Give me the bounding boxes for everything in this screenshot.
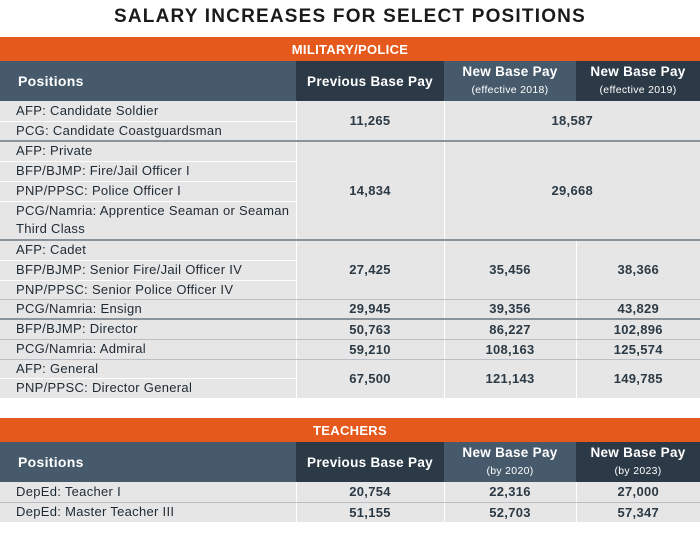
new-pay-merged-cell: 18,587 (444, 101, 700, 141)
new-pay-2019-cell: 102,896 (576, 319, 700, 339)
position-cell: PNP/PPSC: Police Officer I (0, 181, 296, 201)
header-new-base-pay-2019 (576, 61, 700, 101)
previous-pay-cell: 14,834 (296, 141, 444, 240)
position-cell: PCG/Namria: Ensign (0, 299, 296, 319)
position-cell: BFP/BJMP: Director (0, 319, 296, 339)
header-new-base-pay-2018 (444, 61, 576, 101)
previous-pay-cell: 29,945 (296, 299, 444, 319)
previous-pay-cell: 27,425 (296, 240, 444, 299)
position-cell: AFP: General (0, 359, 296, 378)
previous-pay-cell: 11,265 (296, 101, 444, 141)
header-new-label: New Base Pay (590, 445, 686, 460)
new-pay-2018-cell: 35,456 (444, 240, 576, 299)
new-pay-2018-cell: 86,227 (444, 319, 576, 339)
previous-pay-cell: 20,754 (296, 482, 444, 502)
position-cell: PCG/Namria: Apprentice Seaman or Seaman Third Class (0, 201, 296, 240)
position-cell: PNP/PPSC: Director General (0, 378, 296, 398)
position-cell: BFP/BJMP: Senior Fire/Jail Officer IV (0, 260, 296, 280)
position-cell: DepEd: Master Teacher III (0, 502, 296, 522)
previous-pay-cell: 50,763 (296, 319, 444, 339)
new-pay-2018-cell: 39,356 (444, 299, 576, 319)
header-new-label: New Base Pay (462, 445, 558, 460)
header-positions: Positions (0, 442, 296, 482)
position-cell: PCG: Candidate Coastguardsman (0, 121, 296, 141)
header-new-label: New Base Pay (462, 64, 558, 79)
header-previous-base-pay: Previous Base Pay (296, 61, 444, 101)
header-new-label: New Base Pay (590, 64, 686, 79)
position-cell: AFP: Cadet (0, 240, 296, 260)
position-cell: AFP: Candidate Soldier (0, 101, 296, 121)
position-cell: DepEd: Teacher I (0, 482, 296, 502)
new-pay-2019-cell: 125,574 (576, 339, 700, 359)
new-pay-2019-cell: 43,829 (576, 299, 700, 319)
page-title: SALARY INCREASES FOR SELECT POSITIONS (114, 6, 586, 27)
position-cell: BFP/BJMP: Fire/Jail Officer I (0, 161, 296, 181)
previous-pay-cell: 59,210 (296, 339, 444, 359)
section-title-teachers: TEACHERS (0, 418, 700, 442)
position-cell: AFP: Private (0, 141, 296, 161)
new-pay-2020-cell: 52,703 (444, 502, 576, 522)
military-police-table (0, 37, 700, 398)
new-pay-2023-cell: 27,000 (576, 482, 700, 502)
previous-pay-cell: 67,500 (296, 359, 444, 398)
new-pay-merged-cell: 29,668 (444, 141, 700, 240)
new-pay-2019-cell: 149,785 (576, 359, 700, 398)
new-pay-2020-cell: 22,316 (444, 482, 576, 502)
header-new-base-pay-2020 (444, 442, 576, 482)
header-sub-label: (by 2020) (486, 465, 534, 477)
new-pay-2018-cell: 121,143 (444, 359, 576, 398)
previous-pay-cell: 51,155 (296, 502, 444, 522)
header-sub-label: (effective 2019) (599, 84, 677, 96)
teachers-table (0, 418, 700, 522)
header-sub-label: (effective 2018) (471, 84, 549, 96)
position-cell: PCG/Namria: Admiral (0, 339, 296, 359)
new-pay-2023-cell: 57,347 (576, 502, 700, 522)
section-title-military: MILITARY/POLICE (0, 37, 700, 61)
header-positions: Positions (0, 61, 296, 101)
position-cell: PNP/PPSC: Senior Police Officer IV (0, 280, 296, 299)
new-pay-2019-cell: 38,366 (576, 240, 700, 299)
new-pay-2018-cell: 108,163 (444, 339, 576, 359)
header-previous-base-pay: Previous Base Pay (296, 442, 444, 482)
header-sub-label: (by 2023) (614, 465, 662, 477)
header-new-base-pay-2023 (576, 442, 700, 482)
